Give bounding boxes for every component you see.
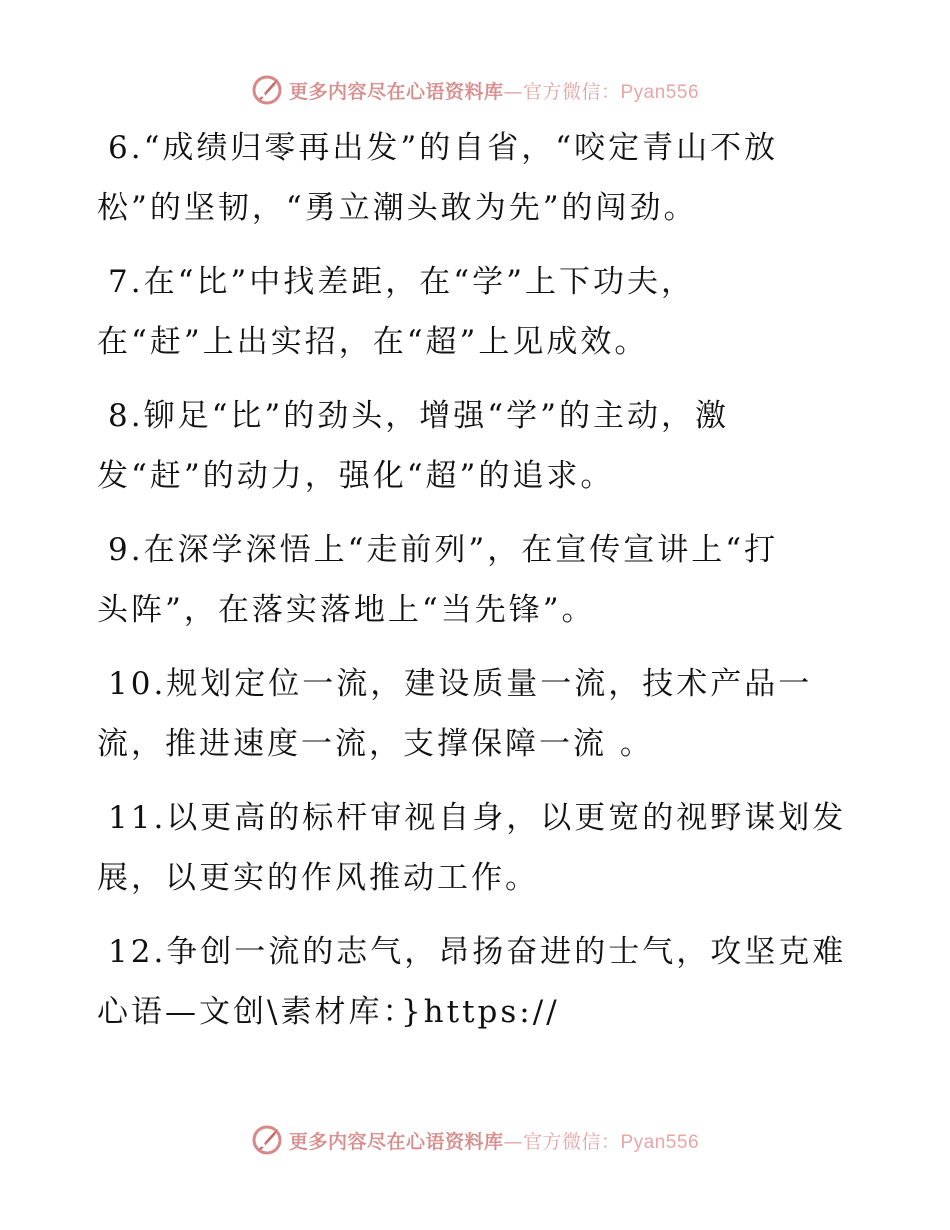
watermark-lead: 更多内容尽在心语资料库 [288,80,504,103]
paragraph-6 [0,118,950,238]
watermark-brand: Pyan556 [620,1131,700,1153]
watermark-text [289,77,699,104]
paragraph-line: 11.以更高的标杆审视自身，以更宽的视野谋划发 [108,800,847,836]
paragraph-line: 8.铆足“比”的劲头，增强“学”的主动，激 [108,398,729,434]
paragraph-line: 松”的坚韧，“勇立潮头敢为先”的闯劲。 [97,190,698,226]
watermark-text [289,1127,699,1154]
paragraph-line: 9.在深学深悟上“走前列”，在宣传宣讲上“打 [108,532,779,568]
watermark-rest: —官方微信： [503,1130,621,1153]
footer-watermark [0,1122,950,1158]
paragraph-8 [0,386,950,506]
paragraph-line: 7.在“比”中找差距，在“学”上下功夫， [108,264,695,300]
paragraph-9 [0,520,950,640]
paragraph-7 [0,252,950,372]
paragraph-line: 在“赶”上出实招，在“超”上见成效。 [97,324,649,360]
paragraph-line: 12.争创一流的志气，昂扬奋进的士气，攻坚克难 [108,934,847,970]
watermark-lead: 更多内容尽在心语资料库 [288,1130,504,1153]
paragraph-line: 心语—文创\素材库：}https:// [97,994,560,1030]
pen-logo-icon [251,73,285,107]
paragraph-line: 流，推进速度一流，支撑保障一流 。 [97,726,654,762]
paragraph-12 [0,922,950,1042]
paragraph-line: 6.“成绩归零再出发”的自省，“咬定青山不放 [108,130,779,166]
paragraph-line: 头阵”，在落实落地上“当先锋”。 [97,592,596,628]
paragraph-line: 展，以更实的作风推动工作。 [97,860,539,896]
document-body [0,118,950,1042]
pen-logo-icon [251,1123,285,1157]
paragraph-line: 发“赶”的动力，强化“超”的追求。 [97,458,615,494]
paragraph-11 [0,788,950,908]
paragraph-line: 10.规划定位一流，建设质量一流，技术产品一 [108,666,813,702]
watermark-brand: Pyan556 [620,81,700,103]
header-watermark [0,72,950,108]
watermark-rest: —官方微信： [503,80,621,103]
paragraph-10 [0,654,950,774]
